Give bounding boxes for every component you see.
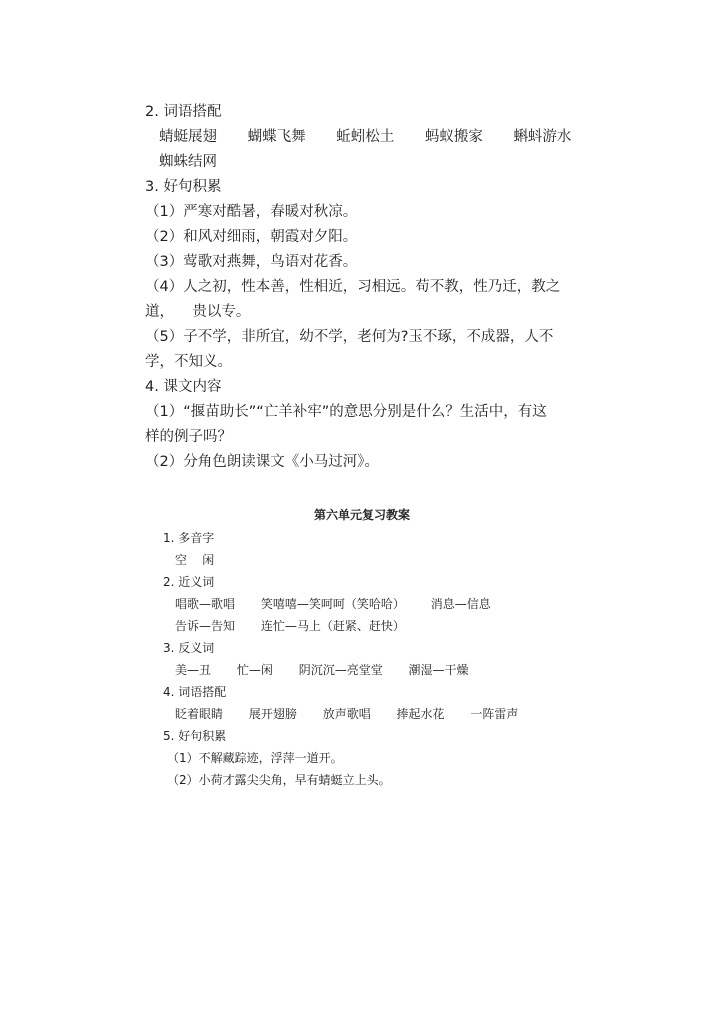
list-item: 蜻蜓展翅 (159, 129, 217, 145)
sentence-item: （1）严寒对酷暑，春暖对秋凉。 (145, 204, 358, 220)
sentence-item: （2）和风对细雨，朝霞对夕阳。 (145, 229, 358, 245)
list-item: 展开翅膀 (248, 707, 297, 721)
list-item: 连忙—马上（赶紧、赶快） (260, 619, 405, 633)
list-item: 忙—闲 (236, 663, 273, 677)
synonyms-row (163, 593, 583, 615)
sentence-item: （1）不解藏踪迹，浮萍一道开。 (167, 751, 343, 765)
list-item: 蝌蚪游水 (513, 129, 572, 145)
list-item: 笑嘻嘻—笑呵呵（笑哈哈） (260, 597, 405, 611)
list-item: 放声歌唱 (322, 707, 371, 721)
list-item: 消息—信息 (430, 597, 491, 611)
list-item: 阴沉沉—亮堂堂 (298, 663, 383, 677)
review-section-bottom (163, 527, 583, 791)
sentence-item-continued: 学，不知义。 (145, 354, 232, 370)
antonyms-row (163, 659, 583, 681)
heading-polyphonic: 1. 多音字 (163, 531, 215, 545)
list-item: 告诉—告知 (175, 619, 236, 633)
sentence-item-continued: 道， 贵以专。 (145, 304, 251, 320)
synonyms-row (163, 615, 583, 637)
heading-good-sentences: 5. 好句积累 (163, 729, 227, 743)
list-item: 蝴蝶飞舞 (247, 129, 306, 145)
list-item: 蚂蚁搬家 (424, 129, 483, 145)
heading-antonyms: 3. 反义词 (163, 641, 215, 655)
list-item: 捧起水花 (396, 707, 445, 721)
heading-word-collocation: 2. 词语搭配 (145, 104, 222, 120)
word-collocation-row (163, 703, 583, 725)
polyphonic-words: 空 闲 (175, 553, 215, 567)
list-item: 眨着眼睛 (175, 707, 224, 721)
sentence-item: （5）子不学，非所宜，幼不学，老何为?玉不琢，不成器，人不 (145, 329, 554, 345)
review-section-top (145, 100, 595, 475)
heading-good-sentences: 3. 好句积累 (145, 179, 222, 195)
list-item: 唱歌—歌唱 (175, 597, 236, 611)
list-item: 蚯蚓松土 (336, 129, 395, 145)
heading-lesson-content: 4. 课文内容 (145, 379, 222, 395)
question-item: （1）“揠苗助长”“亡羊补牢”的意思分别是什么？生活中，有这 (145, 404, 547, 420)
heading-word-collocation: 4. 词语搭配 (163, 685, 227, 699)
sentence-item: （2）小荷才露尖尖角，早有蜻蜓立上头。 (167, 773, 391, 787)
word-collocation-list (145, 125, 595, 150)
heading-synonyms: 2. 近义词 (163, 575, 215, 589)
sentence-item: （3）莺歌对燕舞，鸟语对花香。 (145, 254, 358, 270)
list-item: 蜘蛛结网 (159, 154, 217, 170)
list-item: 一阵雷声 (470, 707, 519, 721)
question-item-continued: 样的例子吗？ (145, 429, 232, 445)
list-item: 美—丑 (175, 663, 212, 677)
sentence-item: （4）人之初，性本善，性相近，习相远。苟不教，性乃迁，教之 (145, 279, 561, 295)
list-item: 潮湿—干燥 (408, 663, 469, 677)
question-item: （2）分角色朗读课文《小马过河》。 (145, 454, 379, 470)
page-title: 第六单元复习教案 (313, 508, 410, 522)
